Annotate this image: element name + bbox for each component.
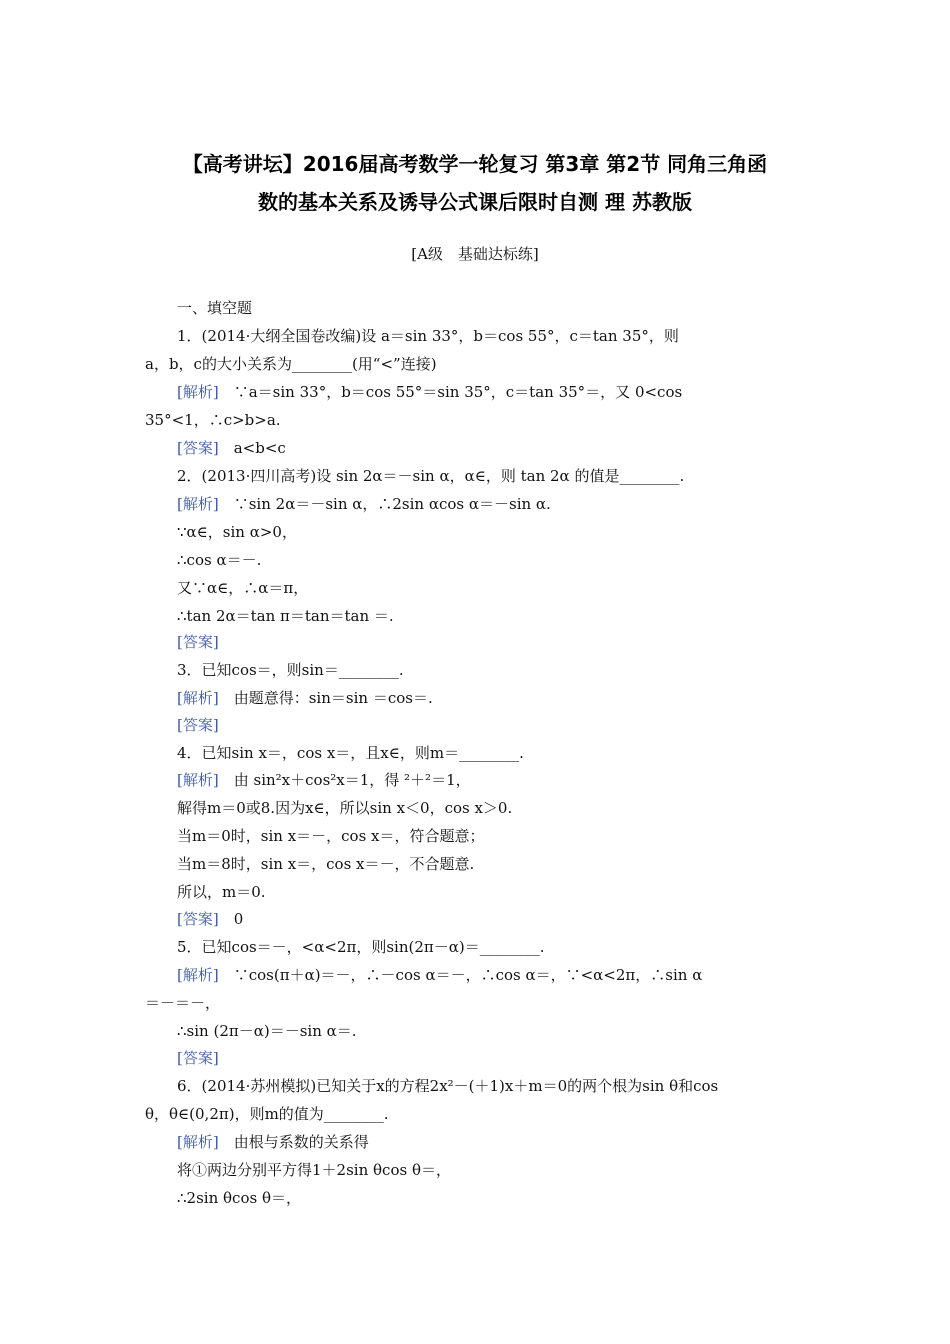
level-heading: [A级 基础达标练] (411, 245, 539, 263)
analysis-text: 由根与系数的关系得 (233, 1133, 369, 1151)
answer-3 (177, 715, 219, 735)
answer-label: [答案] (177, 910, 219, 928)
analysis-label: [解析] (177, 771, 219, 789)
question-6-line-1: 6．(2014·苏州模拟)已知关于x的方程2x²－(＋1)x＋m＝0的两个根为sin θ和cos (177, 1077, 719, 1095)
question-2: 2．(2013·四川高考)设 sin 2α＝－sin α，α∈，则 tan 2α 的值是________. (177, 467, 685, 485)
analysis-2-line-3: ∴cos α＝－. (177, 551, 262, 569)
answer-4 (177, 909, 243, 929)
document-title-line-1: 【高考讲坛】2016届高考数学一轮复习 第3章 第2节 同角三角函 (182, 152, 768, 176)
answer-text: a<b<c (233, 439, 286, 457)
analysis-5-line-1 (177, 965, 702, 985)
question-1-line-1: 1．(2014·大纲全国卷改编)设 a＝sin 33°，b＝cos 55°，c＝tan 35°，则 (177, 327, 679, 345)
analysis-4-line-1 (177, 770, 471, 790)
analysis-label: [解析] (177, 383, 219, 401)
analysis-text: ∵cos(π＋α)＝－，∴－cos α＝－，∴cos α＝，∵<α<2π，∴sin α (233, 966, 703, 984)
analysis-2-line-1 (177, 494, 551, 514)
analysis-4-line-2: 解得m＝0或8.因为x∈，所以sin x＜0，cos x＞0. (177, 799, 513, 817)
analysis-text: ∵a＝sin 33°，b＝cos 55°＝sin 35°，c＝tan 35°＝，又 0<cos (233, 383, 683, 401)
analysis-label: [解析] (177, 966, 219, 984)
section-title: 一、填空题 (177, 299, 253, 317)
question-5: 5．已知cos＝－，<α<2π，则sin(2π－α)＝________. (177, 938, 545, 956)
answer-text: 0 (233, 910, 244, 928)
analysis-label: [解析] (177, 1133, 219, 1151)
analysis-6-line-2: 将①两边分别平方得1＋2sin θcos θ＝， (177, 1161, 451, 1179)
document-title-line-2: 数的基本关系及诱导公式课后限时自测 理 苏教版 (258, 190, 692, 214)
analysis-label: [解析] (177, 495, 219, 513)
analysis-4-line-4: 当m＝8时，sin x＝，cos x＝－，不合题意. (177, 855, 475, 873)
answer-label: [答案] (177, 716, 219, 734)
analysis-2-line-4: 又∵α∈，∴α＝π， (177, 579, 309, 597)
answer-label: [答案] (177, 633, 219, 651)
analysis-text: 由 sin²x＋cos²x＝1，得 ²＋²＝1， (233, 771, 471, 789)
question-3: 3．已知cos＝，则sin＝________. (177, 661, 404, 679)
analysis-3 (177, 688, 433, 708)
answer-5 (177, 1048, 219, 1068)
question-4: 4．已知sin x＝，cos x＝，且x∈，则m＝________. (177, 744, 524, 762)
analysis-6-line-3: ∴2sin θcos θ＝， (177, 1189, 301, 1207)
analysis-4-line-3: 当m＝0时，sin x＝－，cos x＝，符合题意； (177, 827, 485, 845)
answer-label: [答案] (177, 1049, 219, 1067)
question-1-line-2: a，b，c的大小关系为________(用“<”连接) (145, 355, 437, 373)
analysis-2-line-2: ∵α∈，sin α>0， (177, 523, 297, 541)
analysis-2-line-5: ∴tan 2α＝tan π＝tan＝tan ＝. (177, 607, 394, 625)
analysis-6-line-1 (177, 1132, 369, 1152)
analysis-5-line-3: ∴sin (2π－α)＝－sin α＝. (177, 1022, 357, 1040)
answer-1 (177, 438, 286, 458)
analysis-label: [解析] (177, 689, 219, 707)
answer-2 (177, 632, 219, 652)
analysis-1-line-2: 35°<1，∴c>b>a. (145, 411, 281, 429)
analysis-text: ∵sin 2α＝－sin α，∴2sin αcos α＝－sin α. (233, 495, 551, 513)
analysis-text: 由题意得：sin＝sin ＝cos＝. (233, 689, 433, 707)
analysis-1-line-1 (177, 382, 682, 402)
analysis-4-line-5: 所以，m＝0. (177, 883, 266, 901)
answer-label: [答案] (177, 439, 219, 457)
question-6-line-2: θ，θ∈(0,2π)，则m的值为________. (145, 1105, 389, 1123)
analysis-5-line-2: ＝－＝－， (145, 994, 221, 1012)
